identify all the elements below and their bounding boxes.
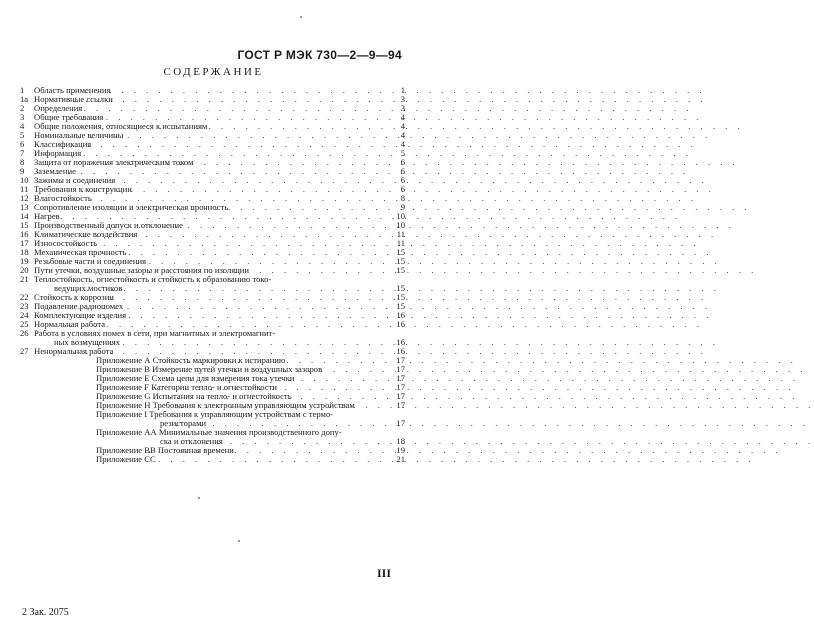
toc-page-number: 4 (400, 139, 405, 149)
toc-page-number: 15 (396, 265, 405, 275)
toc-section-number: 3 (20, 112, 25, 122)
toc-entry-title: Приложение F Категории тепло- и огнестойкости (96, 382, 277, 392)
toc-entry-title: Работа в условиях помех в сети, при магнитных и электромагнит- (34, 328, 276, 338)
toc-section-number: 12 (20, 193, 29, 203)
toc-section-number: 6 (20, 139, 25, 149)
scan-speck (300, 16, 302, 18)
toc-entry-title-continued: ска и отклонения (160, 436, 223, 446)
toc-page-number: 19 (396, 445, 405, 455)
toc-page-number: 1 (400, 85, 405, 95)
toc-section-number: 10 (20, 175, 29, 185)
toc-section-number: 22 (20, 292, 29, 302)
toc-page-number: 17 (396, 391, 405, 401)
toc-entry-title: Приложение А Стойкость маркировки к истиранию (96, 355, 286, 365)
toc-entry-title: Классификация (34, 139, 92, 149)
toc-section-number: 2 (20, 103, 25, 113)
toc-entry-title: Ненормальная работа (34, 346, 114, 356)
toc-page-number: 6 (400, 157, 405, 167)
toc-entry-title: Определения (34, 103, 83, 113)
toc-entry-title: Приложение АА Минимальные значения производственного допу- (96, 427, 342, 437)
toc-entry-title: Номинальные величины (34, 130, 124, 140)
toc-entry-title: Резьбовые части и соединения (34, 256, 147, 266)
toc-entry-title: Сопротивление изоляции и электрическая прочность (34, 202, 229, 212)
toc-section-number: 16 (20, 229, 29, 239)
toc-page-number: 17 (396, 373, 405, 383)
toc-page-number: 5 (400, 148, 405, 158)
toc-entry-title-continued: ведущих мостиков (54, 283, 123, 293)
toc-entry-title: Нормальная работа (34, 319, 106, 329)
toc-section-number: 19 (20, 256, 29, 266)
toc-section-number: 14 (20, 211, 29, 221)
toc-entry-title-continued: ных возмущениях (54, 337, 121, 347)
toc-entry-title: Стойкость к коррозии (34, 292, 114, 302)
toc-entry-title: Приложение Н Требования к электронным управляющим устройствам (96, 400, 355, 410)
toc-entry-title: Приложение ВВ Постоянная времени (96, 445, 234, 455)
toc-entry-title: Приложение Е Схема цепи для измерения тока утечки (96, 373, 295, 383)
toc-page-number: 16 (396, 346, 405, 356)
toc-section-number: 8 (20, 157, 25, 167)
toc-entry-title: Информация (34, 148, 82, 158)
toc-page-number: 17 (396, 400, 405, 410)
toc-entry-title: Производственный допуск и отклонение (34, 220, 183, 230)
toc-page-number: 3 (400, 103, 405, 113)
toc-page-number: 10 (396, 220, 405, 230)
toc-entry-title: Приложение СС (96, 454, 156, 464)
toc-page-number: 6 (400, 166, 405, 176)
toc-page-number: 4 (400, 130, 405, 140)
toc-page-number: 16 (396, 337, 405, 347)
toc-page-number: 16 (396, 310, 405, 320)
toc-entry-title: Влагостойкость (34, 193, 92, 203)
toc-section-number: 21 (20, 274, 29, 284)
toc-entry-title: Нагрев (34, 211, 60, 221)
toc-section-number: 13 (20, 202, 29, 212)
toc-page-number: 6 (400, 175, 405, 185)
toc-section-number: 23 (20, 301, 29, 311)
toc-page-number: 11 (396, 229, 405, 239)
toc-section-number: 20 (20, 265, 29, 275)
toc-section-number: 15 (20, 220, 29, 230)
toc-page-number: 3 (400, 94, 405, 104)
toc-entry-title: Климатические воздействия (34, 229, 138, 239)
toc-page-number: 15 (396, 301, 405, 311)
toc-entry-title: Комплектующие изделия (34, 310, 127, 320)
toc-section-number: 24 (20, 310, 29, 320)
toc-heading: СОДЕРЖАНИЕ (163, 66, 264, 78)
toc-entry-title: Требования к конструкции (34, 184, 132, 194)
toc-entry-title: Теплостойкость, огнестойкость и стойкость к образованию токо- (34, 274, 272, 284)
toc-section-number: 27 (20, 346, 29, 356)
scan-speck (198, 497, 200, 499)
toc-entry-title: Подавление радиопомех (34, 301, 124, 311)
toc-entry-title: Заземление (34, 166, 76, 176)
toc-page-number: 15 (396, 256, 405, 266)
toc-section-number: 25 (20, 319, 29, 329)
toc-page-number: 17 (396, 364, 405, 374)
toc-section-number: 5 (20, 130, 25, 140)
toc-page-number: 8 (400, 193, 405, 203)
toc-page-number: 9 (400, 202, 405, 212)
toc-section-number: 1 (20, 85, 25, 95)
toc-section-number: 1а (20, 94, 29, 104)
toc-leader-dots (121, 455, 389, 464)
toc-page-number: 17 (396, 382, 405, 392)
toc-page-number: 6 (400, 184, 405, 194)
toc-entry-title-continued: резисторами (160, 418, 207, 428)
toc-page-number: 4 (400, 112, 405, 122)
toc-page-number: 10 (396, 211, 405, 221)
toc-appendix-row (20, 455, 405, 464)
toc-entry-title: Приложение I Требования к управляющим устройствам с термо- (96, 409, 334, 419)
toc-page-number: 21 (396, 454, 405, 464)
print-order-note: 2 Зак. 2075 (22, 607, 69, 618)
toc-section-number: 18 (20, 247, 29, 257)
toc-entry-title: Общие положения, относящиеся к испытаниям (34, 121, 208, 131)
toc-page-number: 15 (396, 292, 405, 302)
toc-entry-title: Защита от поражения электрическим током (34, 157, 194, 167)
toc-entry-title: Зажимы и соединения (34, 175, 116, 185)
toc-page-number: 17 (396, 418, 405, 428)
toc-section-number: 17 (20, 238, 29, 248)
toc-section-number: 4 (20, 121, 25, 131)
table-of-contents (20, 86, 405, 464)
toc-entry-title: Нормативные ссылки (34, 94, 113, 104)
toc-page-number: 16 (396, 319, 405, 329)
toc-section-number: 9 (20, 166, 25, 176)
toc-entry-title: Область применения (34, 85, 111, 95)
toc-entry-title: Пути утечки, воздушные зазоры и расстояния по изоляции (34, 265, 250, 275)
toc-section-number: 11 (20, 184, 29, 194)
toc-page-number: 11 (396, 238, 405, 248)
toc-entry-title: Механическая прочность (34, 247, 127, 257)
toc-page-number: 4 (400, 121, 405, 131)
toc-section-number: 7 (20, 148, 25, 158)
scan-speck (238, 540, 240, 542)
page-number: III (376, 566, 391, 580)
toc-page-number: 17 (396, 355, 405, 365)
standard-code: ГОСТ Р МЭК 730—2—9—94 (237, 48, 402, 62)
toc-entry-title: Приложение В Измерение путей утечки и воздушных зазоров (96, 364, 323, 374)
toc-page-number: 18 (396, 436, 405, 446)
toc-entry-title: Износостойкость (34, 238, 98, 248)
toc-entry-title: Общие требования (34, 112, 104, 122)
toc-page-number: 15 (396, 247, 405, 257)
toc-entry-title: Приложение G Испытания на тепло- и огнестойкость (96, 391, 292, 401)
toc-section-number: 26 (20, 328, 29, 338)
toc-page-number: 15 (396, 283, 405, 293)
